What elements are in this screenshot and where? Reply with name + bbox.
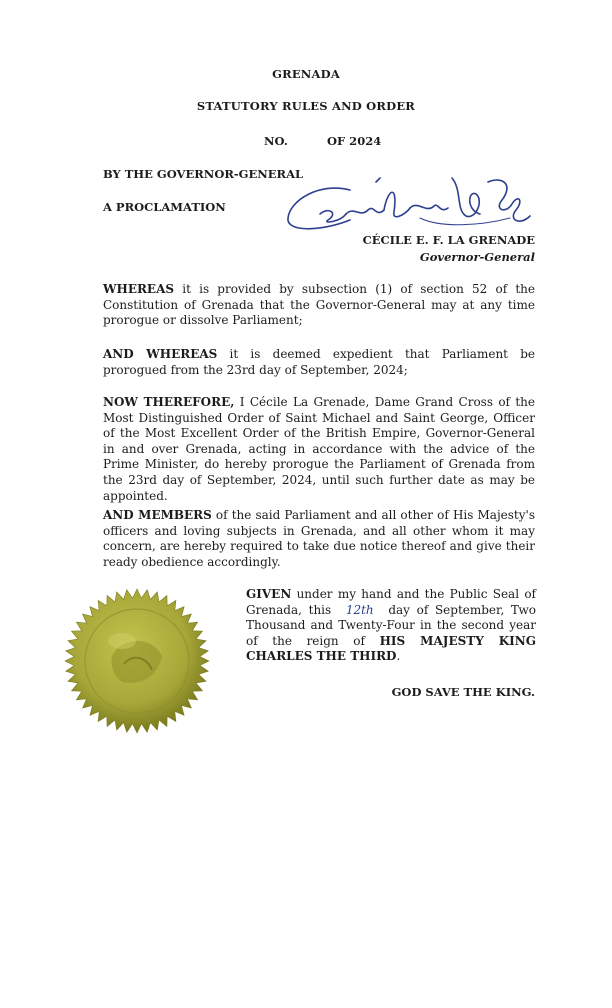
closing-line: GOD SAVE THE KING. <box>391 685 535 699</box>
given-lead: GIVEN <box>246 587 292 601</box>
given-text-1: under my hand and the Public Seal of Grenada, this <box>246 587 536 617</box>
now-therefore-paragraph <box>103 395 535 504</box>
number-label: NO. <box>264 134 288 148</box>
by-governor-line: BY THE GOVERNOR-GENERAL <box>103 167 304 181</box>
governor-name: CÉCILE E. F. LA GRENADE <box>362 233 535 247</box>
and-whereas-lead: AND WHEREAS <box>103 347 218 361</box>
now-therefore-lead: NOW THEREFORE, <box>103 395 235 409</box>
whereas-text: it is provided by subsection (1) of section 52 of the Constitution of Grenada that the Governor-General may at any time prorogue or dissolve Parliament; <box>103 282 535 328</box>
and-whereas-paragraph <box>103 347 535 378</box>
and-whereas-text: it is deemed expedient that Parliament be prorogued from the 23rd day of September, 2024; <box>103 347 535 377</box>
series-heading: STATUTORY RULES AND ORDER <box>196 99 416 113</box>
given-text-2: day of September, Two Thousand and Twenty-Four in the second year of the reign of <box>246 602 537 648</box>
country-heading: GRENADA <box>272 67 340 81</box>
and-members-lead: AND MEMBERS <box>103 508 212 522</box>
given-paragraph <box>246 587 536 665</box>
governor-signature <box>280 170 540 240</box>
now-therefore-text: I Cécile La Grenade, Dame Grand Cross of the Most Distinguished Order of Saint Michael and Saint George, Officer of the Most Excellent Order of the British Empire, Governor-General in and over Grenada, acting in accordance with the advice of the Prime Minister, do hereby prorogue the Parliament of Grenada from the 23rd day of September, 2024, until such further date as may be appointed. <box>103 395 535 503</box>
and-members-text: of the said Parliament and all other of His Majesty's officers and loving subjects in Grenada, and all other whom it may concern, are hereby required to take due notice thereof and give their ready obedience accordingly. <box>103 508 535 569</box>
given-end: . <box>396 649 401 664</box>
proclamation-label: A PROCLAMATION <box>103 200 226 214</box>
public-seal-icon <box>62 586 212 736</box>
monarch-name: HIS MAJESTY KING CHARLES THE THIRD <box>246 633 537 664</box>
handwritten-day: 12th <box>345 602 374 617</box>
year-label: OF 2024 <box>327 134 382 148</box>
and-members-paragraph <box>103 508 535 570</box>
whereas-lead: WHEREAS <box>103 282 175 296</box>
governor-title: Governor-General <box>419 250 535 264</box>
whereas-paragraph <box>103 282 535 329</box>
